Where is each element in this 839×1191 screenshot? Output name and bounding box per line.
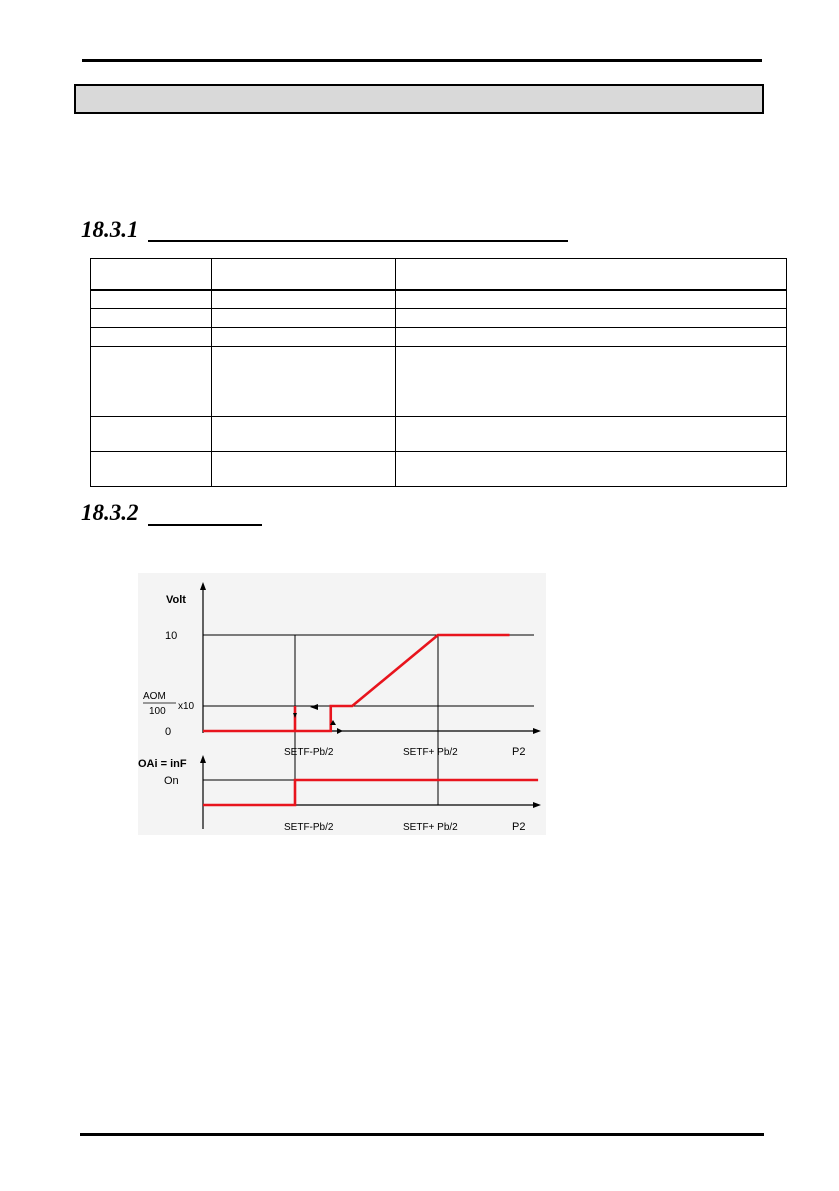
table-cell [212,309,396,328]
table-row [91,328,787,347]
table-cell [91,290,212,309]
table-cell [212,347,396,417]
top-tick-setf-minus: SETF-Pb/2 [284,747,334,758]
table-cell [396,452,787,487]
section-heading-18-3-2 [81,500,139,526]
section-heading-18-3-1 [81,217,139,243]
top-tick-setf-plus: SETF+ Pb/2 [403,747,458,758]
table-row [91,417,787,452]
table-row [91,290,787,309]
top-y-label: Volt [166,594,186,606]
section-heading-underline [148,524,262,526]
bottom-tick-setf-plus: SETF+ Pb/2 [403,822,458,833]
bottom-tick-setf-minus: SETF-Pb/2 [284,822,334,833]
table-cell [396,347,787,417]
header-rule [82,59,762,62]
section-title-box [74,84,764,114]
table-cell [212,290,396,309]
section-number: 18.3.1 [81,217,139,242]
top-x-label: P2 [512,746,526,758]
table-cell [91,417,212,452]
bottom-x-label: P2 [512,821,526,833]
output-chart [138,573,546,840]
bottom-y-label: OAi = inF [138,758,187,770]
table-row [91,309,787,328]
table-cell [396,259,787,290]
footer-rule [80,1133,764,1136]
table-cell [396,290,787,309]
table-cell [91,309,212,328]
table-cell [91,328,212,347]
tick-0: 0 [165,726,172,738]
tick-aom-numerator: AOM [143,691,166,702]
table-cell [396,417,787,452]
table-cell [91,259,212,290]
table-cell [396,328,787,347]
section-heading-underline [148,240,568,242]
table-cell [212,259,396,290]
table-cell [212,452,396,487]
parameter-table [90,258,787,487]
section-number: 18.3.2 [81,500,139,525]
table-cell [91,347,212,417]
table-cell [212,417,396,452]
tick-aom-suffix: x10 [178,701,195,712]
table-cell [91,452,212,487]
table-cell [212,328,396,347]
table-header-row [91,259,787,290]
tick-on: On [164,775,179,787]
tick-10: 10 [165,630,178,642]
output-chart-svg [138,573,546,835]
table-cell [396,309,787,328]
table-row [91,452,787,487]
tick-aom-denominator: 100 [149,706,166,717]
table-row [91,347,787,417]
chart-background [138,573,546,835]
